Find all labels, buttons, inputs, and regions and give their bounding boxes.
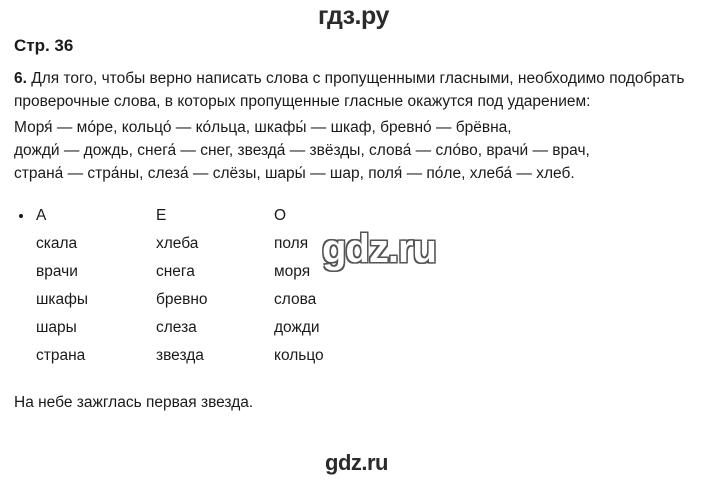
- table-cell: слеза: [156, 319, 197, 336]
- task-number: 6.: [14, 70, 27, 87]
- table-cell: врачи: [36, 263, 78, 280]
- table-cell: кольцо: [274, 347, 324, 364]
- page-number-label: Стр. 36: [14, 36, 74, 55]
- table-cell: хлеба: [156, 235, 199, 252]
- table-cell: поля: [274, 235, 309, 252]
- column-header-a: А: [36, 207, 47, 224]
- site-logo-top: гдз.ру: [318, 2, 389, 30]
- table-cell: скала: [36, 235, 78, 252]
- table-cell: шкафы: [36, 291, 89, 308]
- table-cell: слова: [274, 291, 317, 308]
- task-text: Для того, чтобы верно написать слова с пропущенными гласными, необходимо подобрать проверочные слова, в которых пропущенные гласные окажутся под ударением:: [14, 70, 685, 110]
- answer-line: Моря́ — мо́ре, кольцо́ — ко́льца, шкафы́ — шкаф, бревно́ — брёвна,: [14, 119, 512, 136]
- table-row: [36, 235, 394, 263]
- table-cell: бревно: [156, 291, 208, 308]
- watermark-logo: gdz.ru: [322, 227, 436, 271]
- content-area: [14, 68, 704, 413]
- table-row: [36, 319, 394, 347]
- table-row: [36, 291, 394, 319]
- answer-line: страна́ — стра́ны, слеза́ — слёзы, шары́ — шар, поля́ — по́ле, хлеба́ — хлеб.: [14, 165, 575, 182]
- table-cell: снега: [156, 263, 195, 280]
- table-cell: дожди: [274, 319, 320, 336]
- table-cell: звезда: [156, 347, 204, 364]
- table-row: [36, 347, 394, 375]
- site-logo-bottom: gdz.ru: [325, 450, 388, 475]
- bullet-icon: [19, 214, 23, 218]
- example-sentence: На небе зажглась первая звезда.: [14, 394, 254, 411]
- answer-lines: [14, 116, 704, 185]
- table-row: [36, 263, 394, 291]
- column-header-o: О: [274, 207, 287, 224]
- table-cell: шары: [36, 319, 77, 336]
- word-table: [36, 207, 394, 375]
- answer-line: дожди́ — дождь, снега́ — снег, звезда́ — звёзды, слова́ — сло́во, врачи́ — врач,: [14, 142, 590, 159]
- vowel-columns-block: [14, 207, 704, 375]
- table-header-row: [36, 207, 394, 235]
- table-cell: моря: [274, 263, 311, 280]
- column-header-e: Е: [156, 207, 167, 224]
- table-cell: страна: [36, 347, 86, 364]
- task-paragraph: [14, 68, 704, 113]
